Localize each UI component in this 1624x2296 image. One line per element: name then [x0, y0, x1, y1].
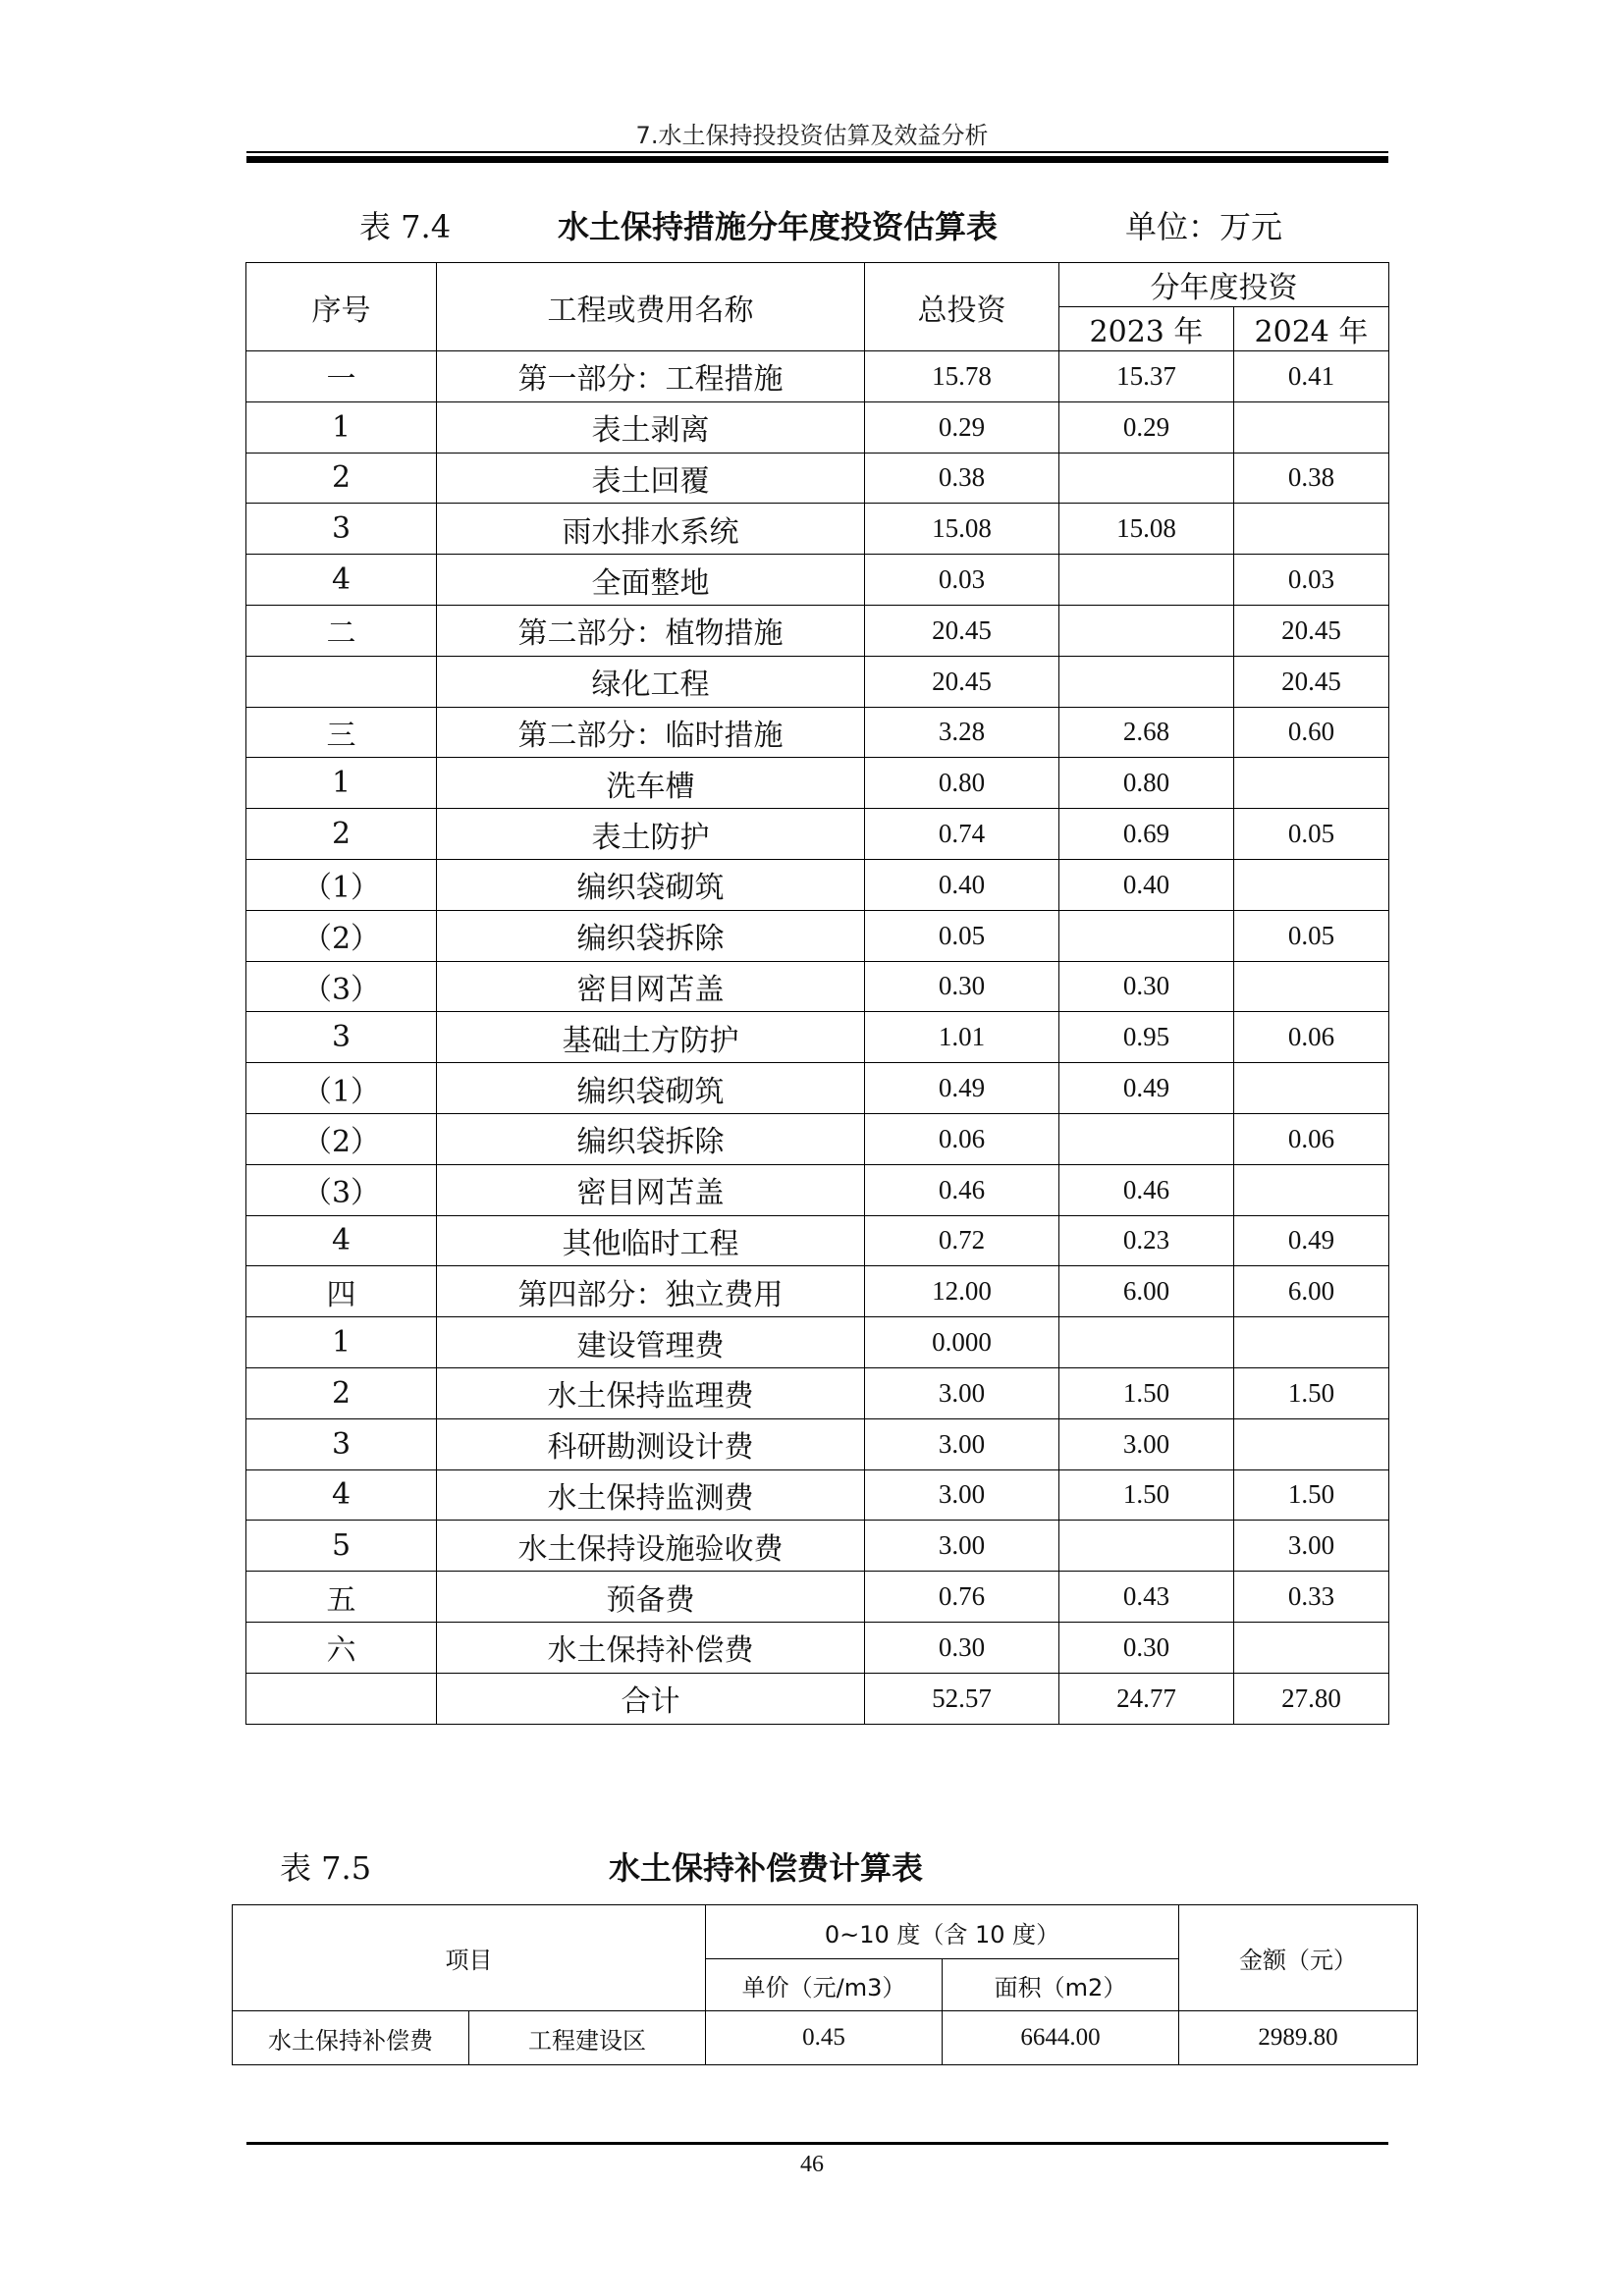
cell-total: 0.76 — [865, 1572, 1059, 1623]
cell-2024: 0.06 — [1234, 1012, 1389, 1063]
cell-name: 编织袋砌筑 — [437, 859, 865, 910]
cell-seq — [246, 656, 437, 707]
cell-2023: 0.23 — [1059, 1215, 1234, 1266]
cell-2024: 0.03 — [1234, 555, 1389, 606]
table-row — [246, 809, 1389, 860]
cell-2024 — [1234, 1063, 1389, 1114]
cell-2023: 15.37 — [1059, 351, 1234, 402]
header-rule-thin — [246, 151, 1388, 153]
table74-title: 水土保持措施分年度投资估算表 — [558, 208, 999, 245]
cell-2023: 1.50 — [1059, 1367, 1234, 1418]
cell-total: 12.00 — [865, 1266, 1059, 1317]
t75-price: 0.45 — [706, 2011, 943, 2065]
t75-area: 6644.00 — [943, 2011, 1179, 2065]
cell-total: 0.38 — [865, 453, 1059, 504]
cell-seq — [246, 1673, 437, 1724]
cell-total: 0.000 — [865, 1317, 1059, 1368]
cell-seq: 3 — [246, 1418, 437, 1469]
cell-2024: 0.38 — [1234, 453, 1389, 504]
cell-total: 15.08 — [865, 504, 1059, 555]
cell-seq: 5 — [246, 1521, 437, 1572]
cell-2024: 1.50 — [1234, 1367, 1389, 1418]
cell-seq: 二 — [246, 605, 437, 656]
cell-2024: 0.05 — [1234, 910, 1389, 961]
cell-2024 — [1234, 758, 1389, 809]
cell-2024 — [1234, 1164, 1389, 1215]
t75-header-price: 单价（元/m3） — [706, 1959, 943, 2011]
cell-seq: 2 — [246, 453, 437, 504]
cell-total: 3.00 — [865, 1521, 1059, 1572]
cell-seq: 2 — [246, 809, 437, 860]
cell-seq: （3） — [246, 1164, 437, 1215]
cell-total: 0.80 — [865, 758, 1059, 809]
table-row — [246, 1469, 1389, 1521]
cell-name: 科研勘测设计费 — [437, 1418, 865, 1469]
cell-name: 水土保持补偿费 — [437, 1622, 865, 1673]
table-row — [246, 1012, 1389, 1063]
cell-2024 — [1234, 401, 1389, 453]
table75 — [232, 1904, 1418, 2065]
cell-2023: 24.77 — [1059, 1673, 1234, 1724]
cell-total: 20.45 — [865, 656, 1059, 707]
cell-seq: 4 — [246, 1469, 437, 1521]
cell-2023: 15.08 — [1059, 504, 1234, 555]
cell-2024 — [1234, 504, 1389, 555]
cell-2023: 2.68 — [1059, 707, 1234, 758]
cell-total: 0.46 — [865, 1164, 1059, 1215]
t75-header-amount: 金额（元） — [1179, 1905, 1418, 2011]
cell-total: 0.74 — [865, 809, 1059, 860]
cell-name: 全面整地 — [437, 555, 865, 606]
table-row — [246, 656, 1389, 707]
cell-name: 表土回覆 — [437, 453, 865, 504]
table-row — [246, 1164, 1389, 1215]
cell-seq: （2） — [246, 1113, 437, 1164]
cell-2023: 0.80 — [1059, 758, 1234, 809]
table74-caption — [0, 196, 1624, 245]
cell-total: 0.40 — [865, 859, 1059, 910]
cell-total: 0.29 — [865, 401, 1059, 453]
cell-seq: 3 — [246, 1012, 437, 1063]
cell-seq: （3） — [246, 961, 437, 1012]
cell-name: 编织袋砌筑 — [437, 1063, 865, 1114]
t75-header-area: 面积（m2） — [943, 1959, 1179, 2011]
cell-2023 — [1059, 555, 1234, 606]
table74 — [245, 262, 1389, 1725]
cell-name: 建设管理费 — [437, 1317, 865, 1368]
cell-2023 — [1059, 1521, 1234, 1572]
t75-zone: 工程建设区 — [469, 2011, 706, 2065]
cell-2024: 0.33 — [1234, 1572, 1389, 1623]
cell-2023: 0.29 — [1059, 401, 1234, 453]
cell-2023: 0.69 — [1059, 809, 1234, 860]
t75-header-slope: 0~10 度（含 10 度） — [706, 1905, 1179, 1959]
table-row — [246, 1063, 1389, 1114]
table-row — [246, 1367, 1389, 1418]
cell-name: 密目网苫盖 — [437, 1164, 865, 1215]
cell-total: 0.03 — [865, 555, 1059, 606]
cell-total: 3.00 — [865, 1469, 1059, 1521]
cell-name: 编织袋拆除 — [437, 910, 865, 961]
cell-2023 — [1059, 1113, 1234, 1164]
cell-name: 雨水排水系统 — [437, 504, 865, 555]
table-row — [246, 351, 1389, 402]
table-row — [246, 1317, 1389, 1368]
cell-total: 0.06 — [865, 1113, 1059, 1164]
table75-number: 表 7.5 — [280, 1849, 372, 1887]
cell-name: 洗车槽 — [437, 758, 865, 809]
cell-2024: 0.41 — [1234, 351, 1389, 402]
footer-rule — [246, 2142, 1388, 2145]
header-total: 总投资 — [865, 263, 1059, 351]
header-2024: 2024 年 — [1234, 307, 1389, 351]
cell-2023: 0.43 — [1059, 1572, 1234, 1623]
cell-2023: 3.00 — [1059, 1418, 1234, 1469]
header-2023: 2023 年 — [1059, 307, 1234, 351]
table74-number: 表 7.4 — [359, 208, 452, 245]
header-seq: 序号 — [246, 263, 437, 351]
cell-2024: 0.60 — [1234, 707, 1389, 758]
cell-2024: 1.50 — [1234, 1469, 1389, 1521]
cell-2024: 3.00 — [1234, 1521, 1389, 1572]
page-number: 46 — [800, 2152, 824, 2177]
cell-name: 预备费 — [437, 1572, 865, 1623]
table-row — [246, 1622, 1389, 1673]
cell-seq: （1） — [246, 1063, 437, 1114]
table-row — [246, 1673, 1389, 1724]
cell-2023 — [1059, 605, 1234, 656]
table-row — [246, 1572, 1389, 1623]
cell-name: 水土保持监理费 — [437, 1367, 865, 1418]
cell-2023: 0.30 — [1059, 1622, 1234, 1673]
running-header: 7.水土保持投投资估算及效益分析 — [635, 122, 989, 149]
cell-2024: 20.45 — [1234, 605, 1389, 656]
cell-2024: 27.80 — [1234, 1673, 1389, 1724]
cell-2024: 20.45 — [1234, 656, 1389, 707]
cell-2024 — [1234, 859, 1389, 910]
table-row — [246, 1113, 1389, 1164]
cell-2023: 1.50 — [1059, 1469, 1234, 1521]
cell-seq: 4 — [246, 555, 437, 606]
table-row — [246, 453, 1389, 504]
cell-seq: 五 — [246, 1572, 437, 1623]
header-rule-thick — [246, 156, 1388, 163]
cell-total: 0.72 — [865, 1215, 1059, 1266]
cell-name: 水土保持设施验收费 — [437, 1521, 865, 1572]
cell-2023: 0.49 — [1059, 1063, 1234, 1114]
cell-seq: 一 — [246, 351, 437, 402]
header-annual: 分年度投资 — [1059, 263, 1389, 307]
cell-seq: 4 — [246, 1215, 437, 1266]
cell-2024: 0.06 — [1234, 1113, 1389, 1164]
cell-total: 3.28 — [865, 707, 1059, 758]
cell-total: 1.01 — [865, 1012, 1059, 1063]
cell-name: 第四部分：独立费用 — [437, 1266, 865, 1317]
cell-seq: 六 — [246, 1622, 437, 1673]
cell-seq: 1 — [246, 1317, 437, 1368]
cell-2024: 0.05 — [1234, 809, 1389, 860]
cell-seq: 四 — [246, 1266, 437, 1317]
cell-seq: （2） — [246, 910, 437, 961]
table75-title: 水土保持补偿费计算表 — [609, 1849, 924, 1887]
cell-name: 编织袋拆除 — [437, 1113, 865, 1164]
cell-2024 — [1234, 1622, 1389, 1673]
cell-name: 水土保持监测费 — [437, 1469, 865, 1521]
cell-2023 — [1059, 656, 1234, 707]
table-row — [246, 504, 1389, 555]
cell-name: 其他临时工程 — [437, 1215, 865, 1266]
cell-name: 绿化工程 — [437, 656, 865, 707]
cell-name: 表土防护 — [437, 809, 865, 860]
table-row — [246, 1266, 1389, 1317]
table-row — [246, 1215, 1389, 1266]
cell-2024: 0.49 — [1234, 1215, 1389, 1266]
cell-total: 0.49 — [865, 1063, 1059, 1114]
cell-name: 合计 — [437, 1673, 865, 1724]
cell-2024 — [1234, 1418, 1389, 1469]
cell-seq: 3 — [246, 504, 437, 555]
cell-total: 52.57 — [865, 1673, 1059, 1724]
cell-2023: 0.95 — [1059, 1012, 1234, 1063]
cell-2023: 0.30 — [1059, 961, 1234, 1012]
cell-name: 基础土方防护 — [437, 1012, 865, 1063]
cell-2023: 0.40 — [1059, 859, 1234, 910]
table-row — [246, 758, 1389, 809]
table75-caption — [0, 1838, 1624, 1887]
t75-header-item: 项目 — [233, 1905, 706, 2011]
cell-seq: （1） — [246, 859, 437, 910]
cell-total: 0.05 — [865, 910, 1059, 961]
table-row — [246, 1521, 1389, 1572]
cell-2023: 0.46 — [1059, 1164, 1234, 1215]
table74-body — [246, 351, 1389, 1725]
cell-name: 第二部分：植物措施 — [437, 605, 865, 656]
cell-2024 — [1234, 1317, 1389, 1368]
header-name: 工程或费用名称 — [437, 263, 865, 351]
table-row — [246, 1418, 1389, 1469]
table-row — [246, 707, 1389, 758]
cell-2023 — [1059, 910, 1234, 961]
table74-unit: 单位：万元 — [1125, 208, 1283, 245]
cell-total: 0.30 — [865, 961, 1059, 1012]
cell-name: 密目网苫盖 — [437, 961, 865, 1012]
cell-total: 15.78 — [865, 351, 1059, 402]
table-row — [246, 401, 1389, 453]
t75-amount: 2989.80 — [1179, 2011, 1418, 2065]
table-row — [246, 859, 1389, 910]
cell-name: 第二部分：临时措施 — [437, 707, 865, 758]
table-row — [246, 555, 1389, 606]
table-row — [246, 961, 1389, 1012]
cell-2023 — [1059, 1317, 1234, 1368]
cell-total: 20.45 — [865, 605, 1059, 656]
table-row — [246, 605, 1389, 656]
cell-2023: 6.00 — [1059, 1266, 1234, 1317]
cell-seq: 2 — [246, 1367, 437, 1418]
cell-total: 0.30 — [865, 1622, 1059, 1673]
cell-2024: 6.00 — [1234, 1266, 1389, 1317]
cell-seq: 1 — [246, 401, 437, 453]
cell-seq: 三 — [246, 707, 437, 758]
cell-name: 第一部分：工程措施 — [437, 351, 865, 402]
cell-seq: 1 — [246, 758, 437, 809]
cell-total: 3.00 — [865, 1418, 1059, 1469]
cell-2024 — [1234, 961, 1389, 1012]
t75-category: 水土保持补偿费 — [233, 2011, 469, 2065]
cell-total: 3.00 — [865, 1367, 1059, 1418]
cell-2023 — [1059, 453, 1234, 504]
cell-name: 表土剥离 — [437, 401, 865, 453]
table-row — [246, 910, 1389, 961]
